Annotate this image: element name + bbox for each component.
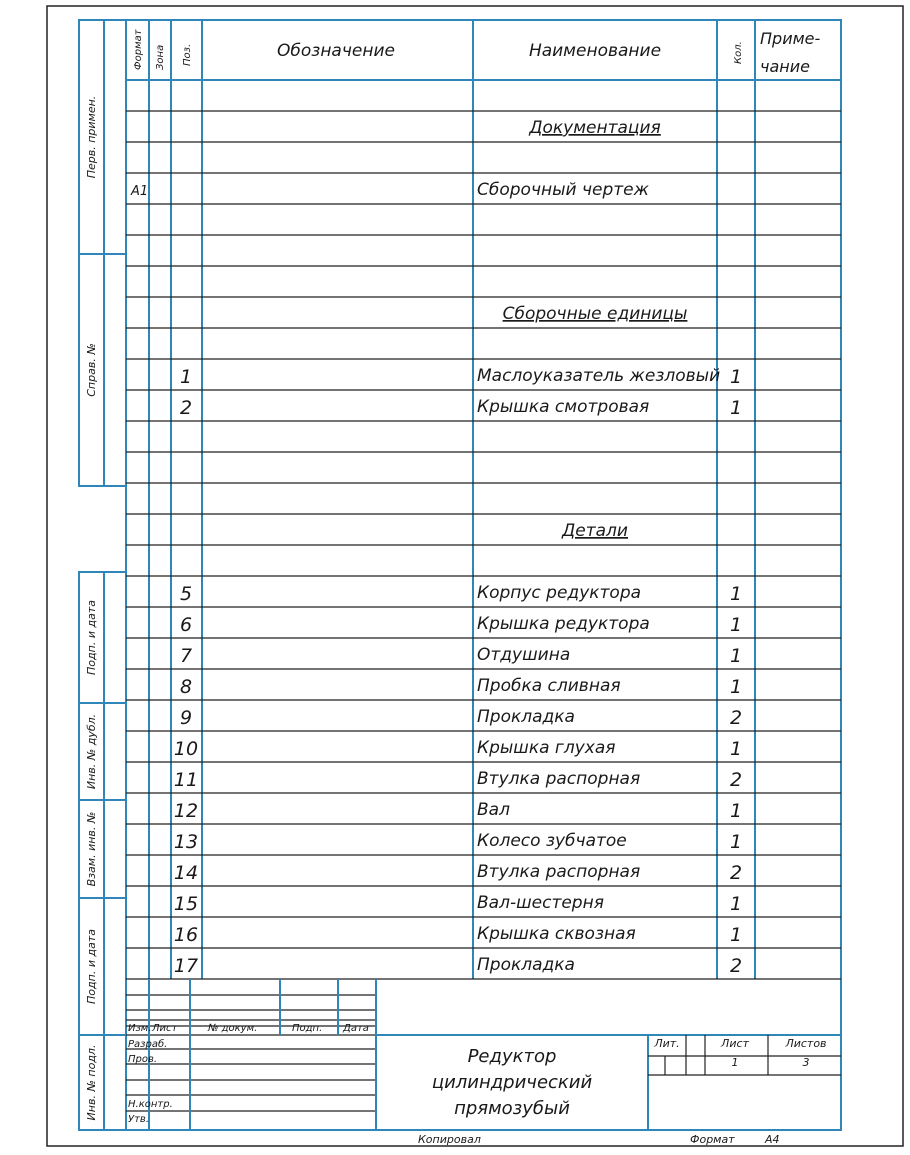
row-pos: 14 (173, 862, 199, 884)
row-pos: 13 (173, 831, 199, 853)
row-qty: 1 (729, 924, 743, 946)
row-qty: 1 (729, 583, 743, 605)
section-heading: Документация (529, 118, 661, 138)
row-name: Крышка глухая (477, 738, 616, 758)
title-line-1: Редуктор (467, 1046, 557, 1067)
row-pos: 7 (179, 645, 193, 667)
header-qty: Кол. (733, 41, 744, 64)
title-col-header: Изм. (128, 1023, 152, 1034)
side-label: Подп. и дата (85, 600, 98, 675)
section-heading: Детали (562, 521, 628, 541)
row-pos: 2 (179, 397, 193, 419)
row-name: Крышка сквозная (477, 924, 636, 944)
sheets-label: Листов (785, 1037, 827, 1050)
header-note-line1: Приме- (760, 29, 821, 48)
header-zone: Зона (155, 44, 166, 70)
row-qty: 1 (729, 738, 743, 760)
row-qty: 1 (729, 676, 743, 698)
title-col-header: № докум. (208, 1023, 258, 1034)
title-block-text (128, 1023, 827, 1125)
row-pos: 8 (179, 676, 193, 698)
footer-format-value: А4 (765, 1133, 780, 1146)
row-qty: 1 (729, 366, 743, 388)
row-name: Прокладка (477, 707, 575, 727)
title-line-2: цилиндрический (431, 1072, 593, 1093)
row-qty: 2 (729, 862, 743, 884)
lit-label: Лит. (654, 1037, 680, 1050)
row-name: Крышка смотровая (477, 397, 650, 417)
sheet-label: Лист (721, 1037, 749, 1050)
section-heading: Сборочные единицы (502, 304, 688, 324)
title-role: Разраб. (128, 1039, 168, 1050)
header-format: Формат (133, 29, 144, 70)
title-line-3: прямозубый (454, 1098, 570, 1119)
row-qty: 2 (729, 955, 743, 977)
sheet-value: 1 (731, 1056, 739, 1069)
title-role: Утв. (128, 1114, 149, 1125)
row-pos: 5 (179, 583, 193, 605)
title-col-header: Подп. (292, 1023, 323, 1034)
row-name: Вал-шестерня (477, 893, 604, 913)
side-label: Инв. № подл. (85, 1044, 98, 1121)
row-pos: 15 (173, 893, 199, 915)
side-labels (85, 96, 98, 1121)
side-label: Справ. № (85, 343, 98, 397)
row-name: Крышка редуктора (477, 614, 650, 634)
row-name: Отдушина (477, 645, 571, 665)
header-pos: Поз. (182, 43, 193, 66)
side-label: Подп. и дата (85, 929, 98, 1004)
row-name: Вал (477, 800, 510, 820)
footer-format-label: Формат (690, 1133, 735, 1146)
row-qty: 1 (729, 800, 743, 822)
row-pos: 6 (179, 614, 193, 636)
title-role: Н.контр. (128, 1099, 173, 1110)
row-name: Прокладка (477, 955, 575, 975)
title-role: Пров. (128, 1054, 158, 1065)
row-qty: 1 (729, 645, 743, 667)
row-name: Втулка распорная (477, 862, 641, 882)
footer-copied: Копировал (418, 1133, 481, 1146)
row-pos: 12 (173, 800, 199, 822)
row-pos: 1 (179, 366, 193, 388)
row-name: Маслоуказатель жезловый (477, 366, 721, 386)
row-qty: 2 (729, 707, 743, 729)
side-label: Перв. примен. (85, 95, 98, 179)
title-col-header: Дата (343, 1023, 369, 1034)
row-pos: 16 (173, 924, 199, 946)
row-name: Колесо зубчатое (477, 831, 627, 851)
row-qty: 2 (729, 769, 743, 791)
spec-table-rows (130, 118, 742, 977)
header-note-line2: чание (760, 57, 810, 76)
side-label: Инв. № дубл. (85, 713, 98, 790)
row-name: Пробка сливная (477, 676, 621, 696)
header-designation: Обозначение (277, 41, 395, 61)
header-name: Наименование (528, 41, 662, 61)
row-name: Сборочный чертеж (477, 180, 649, 200)
title-col-header: Лист (152, 1023, 178, 1034)
row-qty: 1 (729, 893, 743, 915)
row-name: Втулка распорная (477, 769, 641, 789)
row-format: А1 (131, 184, 149, 199)
row-pos: 11 (173, 769, 199, 791)
row-pos: 17 (173, 955, 199, 977)
row-pos: 9 (179, 707, 193, 729)
row-qty: 1 (729, 397, 743, 419)
sheets-value: 3 (802, 1056, 810, 1069)
side-label: Взам. инв. № (85, 811, 98, 887)
row-qty: 1 (729, 831, 743, 853)
row-qty: 1 (729, 614, 743, 636)
row-pos: 10 (173, 738, 199, 760)
row-name: Корпус редуктора (477, 583, 642, 603)
